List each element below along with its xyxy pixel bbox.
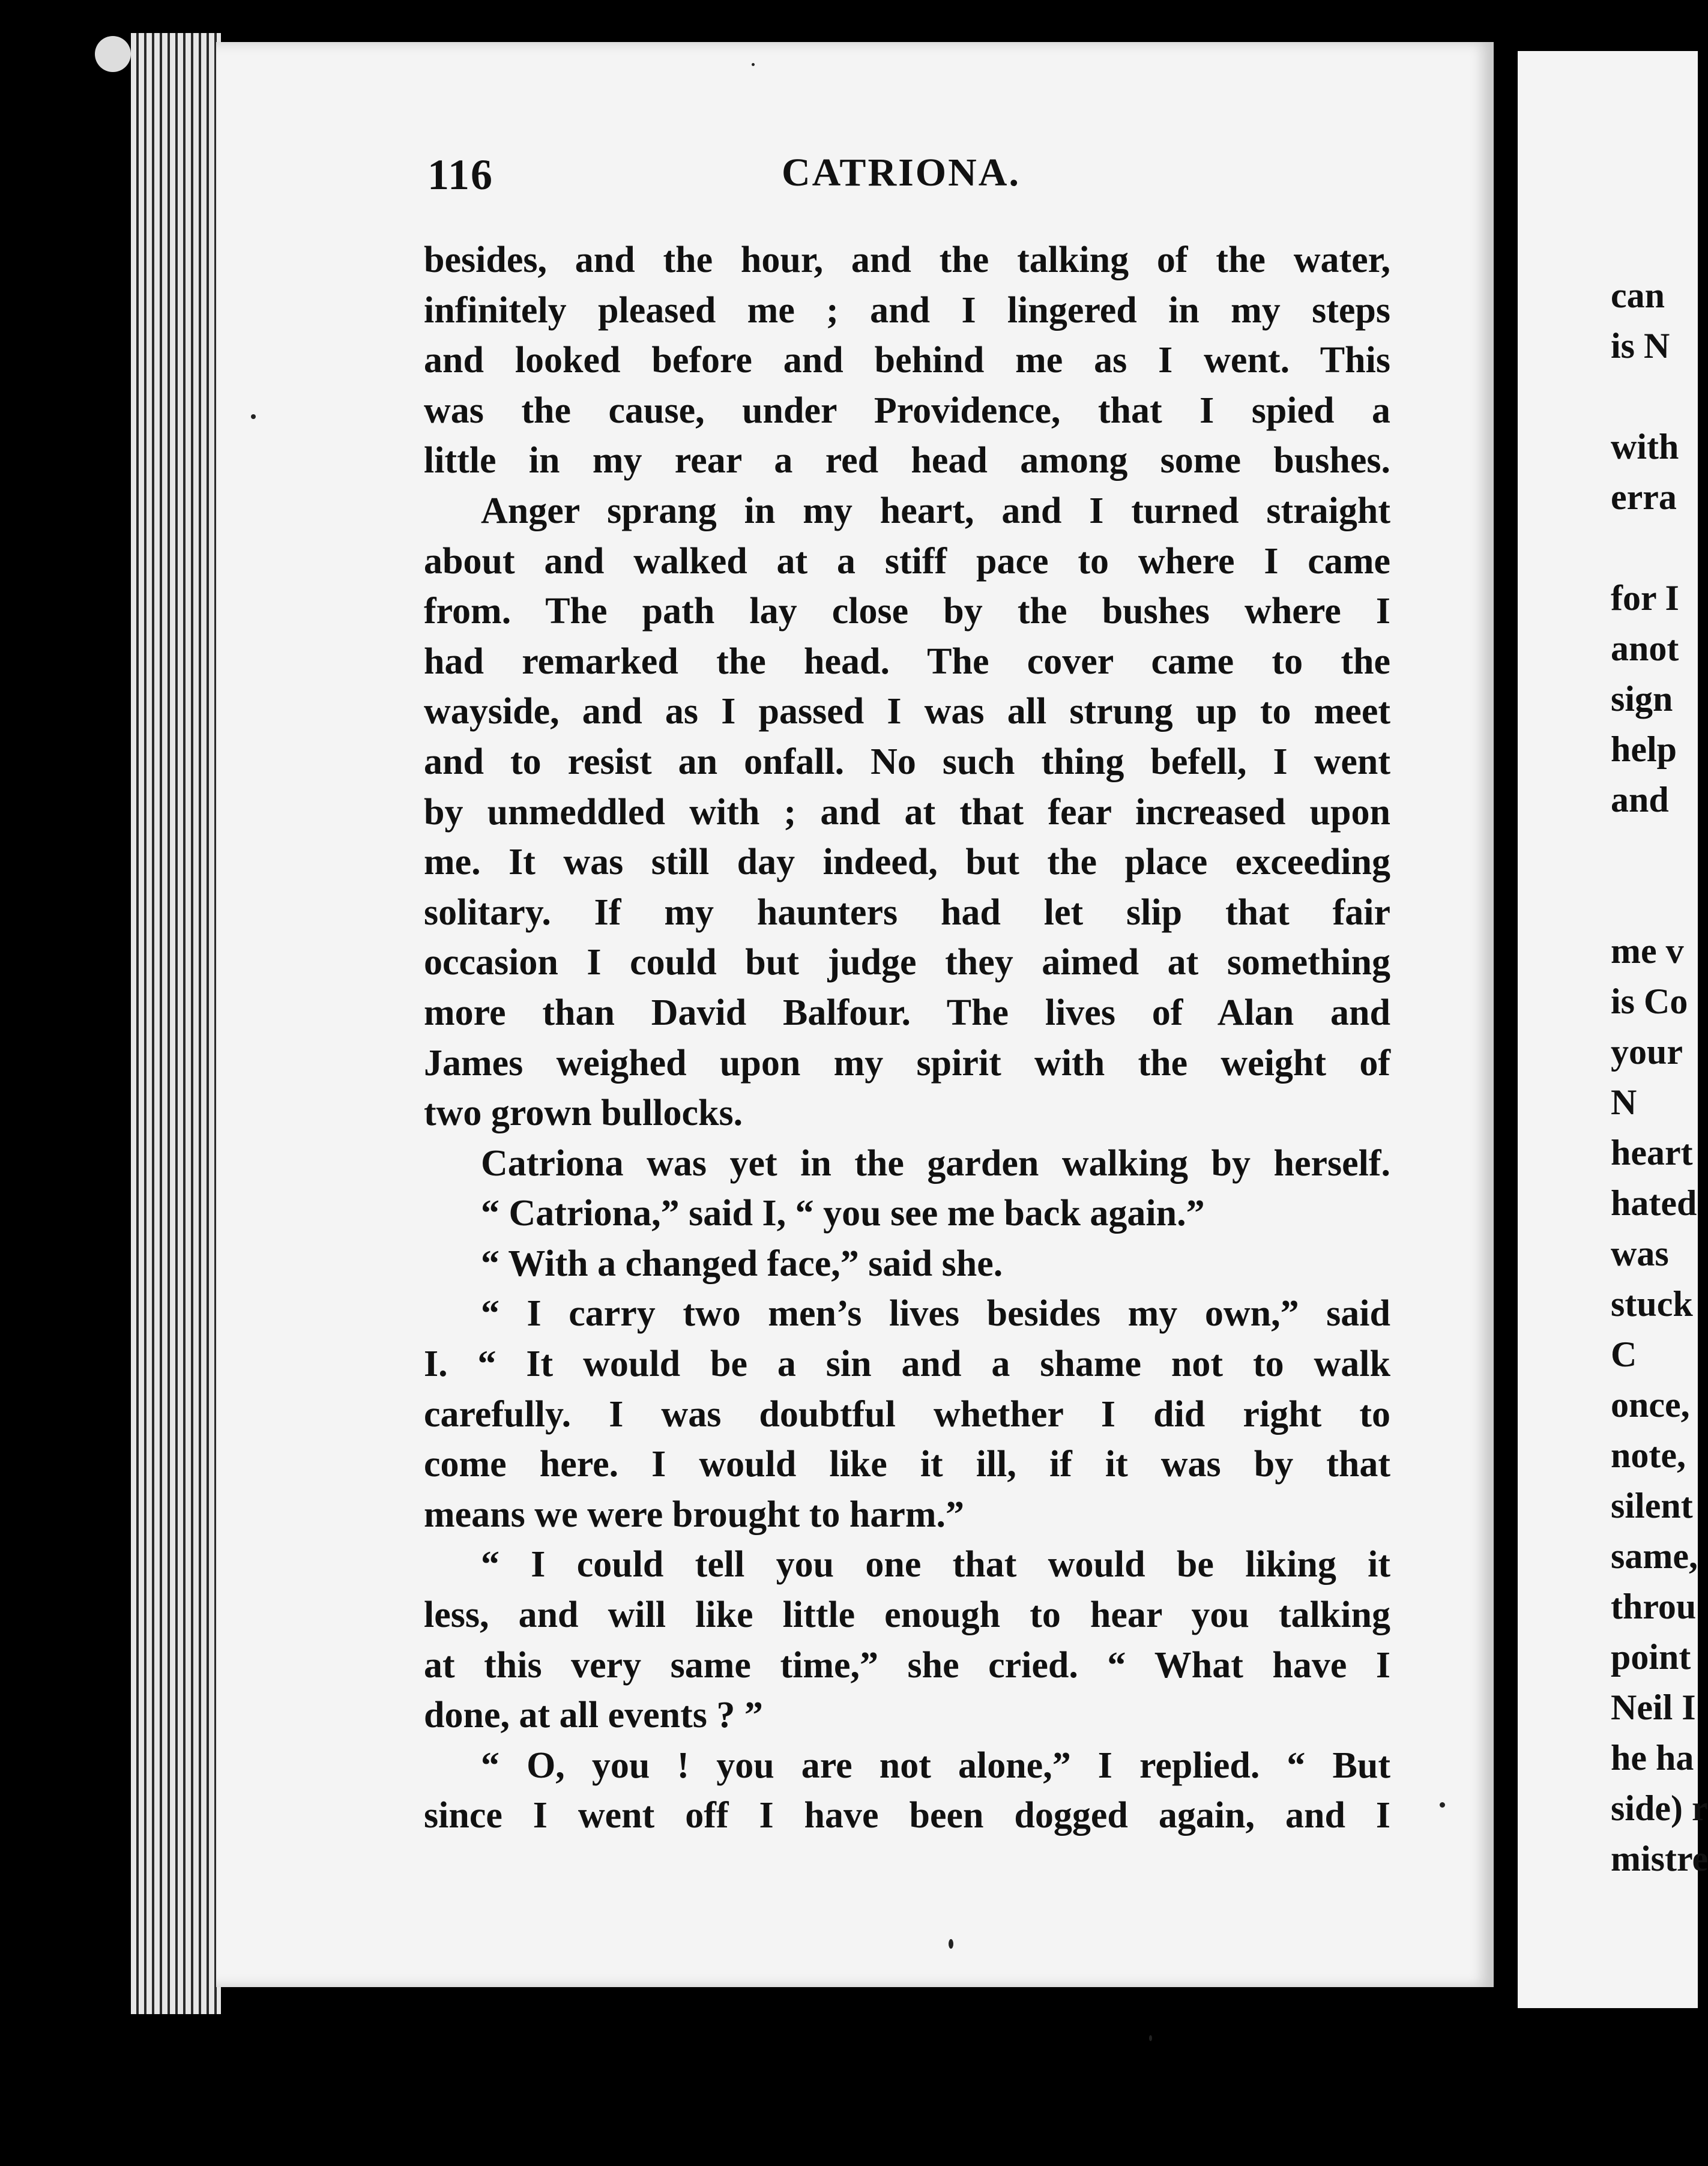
page-edges — [131, 33, 221, 2014]
text-line: “ O, you ! you are not alone,” I replied. “ But — [481, 1745, 1390, 1786]
facing-line: silent — [1611, 1486, 1693, 1525]
facing-line: same, — [1611, 1536, 1698, 1576]
facing-line — [1611, 825, 1708, 875]
ink-speck — [752, 63, 755, 66]
ink-speck — [251, 414, 256, 419]
text-line: more than David Balfour. The lives of Alan and — [424, 992, 1390, 1033]
facing-line: point — [1611, 1637, 1691, 1677]
text-line: “ I could tell you one that would be liking it — [481, 1544, 1390, 1585]
facing-line — [1611, 875, 1708, 926]
ink-speck — [1149, 2035, 1152, 2041]
text-line: means we were brought to harm.” — [424, 1494, 965, 1535]
text-line: me. It was still day indeed, but the place exceeding — [424, 842, 1390, 883]
text-line: less, and will like little enough to hear you talking — [424, 1594, 1390, 1636]
text-line: solitary. If my haunters had let slip that fair — [424, 891, 1390, 933]
facing-line: is Co — [1611, 982, 1688, 1021]
facing-line: me v — [1611, 931, 1684, 971]
text-line: James weighed upon my spirit with the weight of — [424, 1042, 1390, 1084]
facing-page-text — [1611, 270, 1708, 1884]
facing-line: note, — [1611, 1435, 1686, 1475]
text-line: infinitely pleased me ; and I lingered in my steps — [424, 289, 1390, 331]
facing-line: is N — [1611, 326, 1670, 366]
paper-tab — [95, 36, 131, 72]
text-line: I. “ It would be a sin and a shame not to walk — [424, 1344, 1390, 1385]
facing-line: once, — [1611, 1385, 1690, 1425]
text-line: wayside, and as I passed I was all strung up to meet — [424, 691, 1390, 732]
facing-line: with — [1611, 427, 1679, 466]
text-line: “ I carry two men’s lives besides my own,” said — [481, 1293, 1390, 1335]
text-line: was the cause, under Providence, that I spied a — [424, 390, 1390, 431]
text-line: had remarked the head. The cover came to the — [424, 641, 1390, 682]
text-line: and looked before and behind me as I went. This — [424, 340, 1390, 381]
facing-line: he ha — [1611, 1738, 1694, 1778]
text-line: Catriona was yet in the garden walking by herself. — [481, 1142, 1390, 1184]
facing-line: heart — [1611, 1133, 1693, 1172]
text-line: “ With a changed face,” said she. — [481, 1243, 1003, 1284]
facing-line: was — [1611, 1234, 1669, 1273]
text-line: two grown bullocks. — [424, 1093, 743, 1134]
text-line: by unmeddled with ; and at that fear increased upon — [424, 791, 1390, 833]
text-line: at this very same time,” she cried. “ What have I — [424, 1644, 1390, 1686]
facing-line: stuck — [1611, 1284, 1693, 1324]
text-line: little in my rear a red head among some bushes. — [424, 440, 1390, 481]
ink-speck — [949, 1939, 953, 1949]
page-number: 116 — [427, 151, 494, 199]
text-line: “ Catriona,” said I, “ you see me back again.” — [481, 1193, 1205, 1234]
running-title: CATRIONA. — [782, 151, 1021, 195]
text-line: from. The path lay close by the bushes where I — [424, 591, 1390, 632]
facing-page — [1518, 51, 1708, 2008]
ink-speck — [1440, 1802, 1445, 1808]
facing-line: help — [1611, 729, 1677, 769]
text-line: occasion I could but judge they aimed at something — [424, 942, 1390, 983]
facing-line — [1611, 371, 1708, 421]
facing-line: erra — [1611, 477, 1677, 517]
facing-line: and — [1611, 780, 1669, 819]
text-line: come here. I would like it ill, if it was by that — [424, 1444, 1390, 1485]
text-line: since I went off I have been dogged again, and I — [424, 1795, 1390, 1836]
facing-line — [1611, 522, 1708, 573]
facing-line: anot — [1611, 629, 1679, 668]
facing-line: C — [1611, 1335, 1637, 1374]
text-line: besides, and the hour, and the talking of the water, — [424, 240, 1390, 280]
facing-line: sign — [1611, 679, 1673, 719]
facing-line: for I — [1611, 578, 1679, 618]
facing-line: mistre — [1611, 1839, 1708, 1878]
body-text — [424, 235, 1390, 1841]
text-line: carefully. I was doubtful whether I did right to — [424, 1393, 1390, 1435]
text-line: about and walked at a stiff pace to where I came — [424, 540, 1390, 582]
text-line: and to resist an onfall. No such thing befell, I went — [424, 741, 1390, 782]
text-line: done, at all events ? ” — [424, 1695, 763, 1736]
running-head — [427, 150, 1391, 204]
text-line: Anger sprang in my heart, and I turned straight — [481, 490, 1390, 531]
facing-line: hated — [1611, 1183, 1697, 1223]
facing-line: Neil I — [1611, 1688, 1696, 1727]
facing-line: N — [1611, 1082, 1637, 1122]
facing-line: side) r — [1611, 1788, 1708, 1828]
facing-line: can — [1611, 276, 1665, 315]
facing-line: your — [1611, 1032, 1683, 1072]
facing-line: throu — [1611, 1587, 1697, 1626]
